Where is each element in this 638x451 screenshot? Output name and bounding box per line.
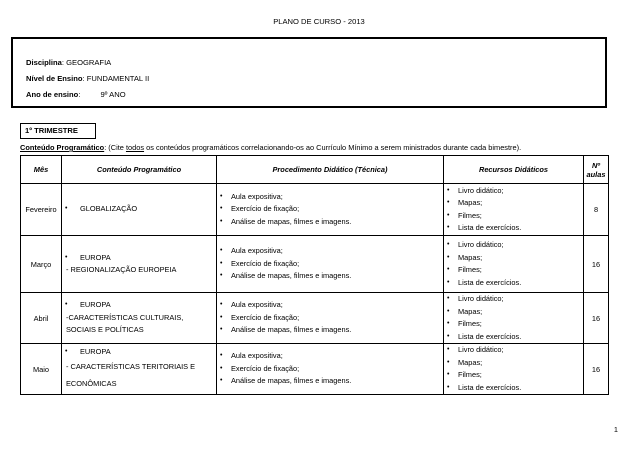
cell-procedimento	[217, 293, 444, 344]
bullet-icon: •	[447, 224, 450, 231]
conteudo-subtopic: SOCIAIS E POLÍTICAS	[66, 325, 144, 335]
procedimento-text: Análise de mapas, filmes e imagens.	[231, 216, 352, 226]
table-row	[21, 236, 609, 293]
page-number: 1	[613, 425, 618, 434]
bullet-icon: •	[447, 295, 450, 302]
bullet-icon: •	[220, 259, 223, 267]
recurso-text: Mapas;	[458, 198, 483, 207]
bullet-icon: •	[220, 326, 223, 334]
procedimento-item	[217, 324, 443, 337]
header-recursos: Recursos Didáticos	[444, 156, 584, 184]
procedimento-item	[217, 203, 443, 216]
recurso-item	[444, 252, 583, 265]
bullet-icon: •	[65, 301, 68, 309]
bullet-icon: •	[447, 199, 450, 206]
bullet-icon: •	[220, 205, 223, 213]
recurso-text: Livro didático;	[458, 345, 504, 354]
cell-recurso	[444, 184, 584, 236]
procedimento-text: Exercício de fixação;	[231, 312, 300, 322]
ano-label: Ano de ensino	[26, 90, 79, 99]
cell-conteudo	[62, 236, 217, 293]
conteudo-todos: todos	[125, 143, 145, 152]
bullet-icon: •	[447, 253, 450, 261]
procedimento-item	[217, 270, 443, 283]
recurso-item	[444, 357, 583, 370]
recurso-item	[444, 185, 583, 198]
bullet-icon: •	[447, 383, 450, 391]
trimestre-box: 1º TRIMESTRE	[20, 123, 96, 139]
plan-table	[20, 155, 609, 395]
nivel-value: : FUNDAMENTAL II	[82, 74, 150, 83]
bullet-icon: •	[447, 320, 450, 327]
bullet-icon: •	[65, 253, 68, 261]
procedimento-item	[217, 258, 443, 271]
header-aulas-line1: Nº	[591, 160, 601, 170]
recurso-text: Lista de exercícios.	[458, 382, 522, 392]
procedimento-text: Aula expositiva;	[231, 191, 283, 201]
procedimento-item	[217, 375, 443, 388]
bullet-icon: •	[220, 272, 223, 280]
conteudo-part1: : (Cite	[104, 143, 126, 152]
bullet-icon: •	[65, 205, 68, 213]
recurso-text: Lista de exercícios.	[458, 277, 522, 287]
disciplina-value: : GEOGRAFIA	[61, 58, 112, 67]
recurso-item	[444, 277, 583, 290]
recurso-item	[444, 318, 583, 331]
conteudo-topic: EUROPA	[80, 252, 111, 262]
bullet-icon: •	[447, 358, 450, 366]
procedimento-text: Aula expositiva;	[231, 300, 283, 310]
ano-separator: :	[78, 90, 81, 99]
conteudo-subtopic: -CARACTERÍSTICAS CULTURAIS,	[66, 312, 184, 322]
bullet-icon: •	[220, 313, 223, 321]
conteudo-bullet-item	[62, 299, 216, 312]
conteudo-subtopic: - REGIONALIZAÇÃO EUROPEIA	[66, 265, 177, 274]
recurso-item	[444, 210, 583, 223]
recurso-item	[444, 264, 583, 277]
recurso-text: Mapas;	[458, 306, 483, 316]
header-aulas-line2: aulas	[586, 169, 606, 179]
recurso-text: Mapas;	[458, 252, 483, 262]
table-header-row	[21, 156, 609, 184]
conteudo-part2: os conteúdos programáticos correlacionando-os ao Currículo Mínimo a serem ministrados durante cada bimestre).	[144, 143, 522, 152]
recurso-item	[444, 369, 583, 382]
cell-mes: Fevereiro	[21, 184, 62, 236]
cell-conteudo	[62, 344, 217, 395]
cell-procedimento	[217, 236, 444, 293]
conteudo-topic: EUROPA	[80, 346, 111, 356]
procedimento-item	[217, 363, 443, 376]
recurso-item	[444, 222, 583, 235]
recurso-item	[444, 382, 583, 395]
bullet-icon: •	[447, 332, 450, 340]
bullet-icon: •	[220, 192, 223, 200]
table-row	[21, 184, 609, 236]
procedimento-item	[217, 299, 443, 312]
bullet-icon: •	[447, 371, 450, 378]
procedimento-item	[217, 312, 443, 325]
conteudo-topic: GLOBALIZAÇÃO	[80, 204, 138, 214]
bullet-icon: •	[447, 266, 450, 273]
procedimento-item	[217, 216, 443, 229]
cell-mes: Abril	[21, 293, 62, 344]
cell-recurso	[444, 236, 584, 293]
cell-aulas: 16	[584, 236, 609, 293]
procedimento-item	[217, 245, 443, 258]
header-mes: Mês	[21, 156, 62, 184]
procedimento-item	[217, 191, 443, 204]
disciplina-label: Disciplina	[26, 58, 62, 67]
procedimento-text: Análise de mapas, filmes e imagens.	[231, 325, 352, 335]
conteudo-bullet-item	[62, 252, 216, 265]
cell-aulas: 16	[584, 344, 609, 395]
procedimento-text: Exercício de fixação;	[231, 204, 300, 214]
cell-procedimento	[217, 184, 444, 236]
bullet-icon: •	[220, 247, 223, 255]
recurso-item	[444, 239, 583, 252]
recurso-item	[444, 197, 583, 210]
procedimento-text: Aula expositiva;	[231, 351, 283, 361]
bullet-icon: •	[447, 211, 450, 219]
nivel-line	[26, 74, 149, 83]
conteudo-bullet-item	[62, 203, 216, 216]
cell-procedimento	[217, 344, 444, 395]
bullet-icon: •	[447, 278, 450, 286]
cell-conteudo	[62, 184, 217, 236]
recurso-text: Mapas;	[458, 357, 483, 367]
bullet-icon: •	[220, 217, 223, 225]
bullet-icon: •	[220, 364, 223, 372]
bullet-icon: •	[220, 377, 223, 385]
conteudo-instruction	[20, 143, 521, 152]
page-title: PLANO DE CURSO - 2013	[273, 17, 365, 26]
conteudo-subtopic: ECONÔMICAS	[66, 379, 117, 389]
cell-conteudo	[62, 293, 217, 344]
recurso-item	[444, 344, 583, 357]
nivel-label: Nível de Ensino	[26, 74, 83, 83]
bullet-icon: •	[220, 301, 223, 309]
bullet-icon: •	[447, 346, 450, 353]
info-box	[11, 37, 607, 108]
cell-aulas: 16	[584, 293, 609, 344]
recurso-text: Filmes;	[458, 319, 482, 328]
procedimento-item	[217, 350, 443, 363]
bullet-icon: •	[447, 241, 450, 248]
recurso-item	[444, 306, 583, 319]
header-aulas	[584, 156, 609, 184]
conteudo-label: Conteúdo Programático	[20, 143, 105, 152]
procedimento-text: Análise de mapas, filmes e imagens.	[231, 376, 352, 386]
recurso-text: Filmes;	[458, 210, 482, 220]
bullet-icon: •	[447, 307, 450, 315]
header-conteudo: Conteúdo Programático	[62, 156, 217, 184]
ano-value: 9º ANO	[100, 90, 126, 99]
cell-aulas: 8	[584, 184, 609, 236]
procedimento-text: Análise de mapas, filmes e imagens.	[231, 271, 352, 281]
conteudo-bullet-item	[62, 346, 216, 359]
recurso-item	[444, 331, 583, 344]
conteudo-topic: EUROPA	[80, 300, 111, 310]
procedimento-text: Aula expositiva;	[231, 246, 283, 256]
recurso-text: Livro didático;	[458, 185, 504, 195]
cell-mes: Maio	[21, 344, 62, 395]
cell-recurso	[444, 344, 584, 395]
procedimento-text: Exercício de fixação;	[231, 363, 300, 373]
bullet-icon: •	[220, 352, 223, 360]
recurso-text: Lista de exercícios.	[458, 223, 522, 232]
cell-mes: Março	[21, 236, 62, 293]
recurso-text: Livro didático;	[458, 294, 504, 303]
conteudo-subtopic: - CARACTERÍSTICAS TERITORIAIS E	[66, 362, 196, 372]
recurso-text: Filmes;	[458, 265, 482, 274]
recurso-text: Filmes;	[458, 370, 482, 379]
table-row	[21, 293, 609, 344]
recurso-text: Livro didático;	[458, 240, 504, 249]
recurso-text: Lista de exercícios.	[458, 331, 522, 341]
table-row	[21, 344, 609, 395]
disciplina-line	[26, 58, 111, 67]
cell-recurso	[444, 293, 584, 344]
bullet-icon: •	[65, 347, 68, 355]
recurso-item	[444, 293, 583, 306]
ano-line	[26, 90, 126, 99]
header-procedimento: Procedimento Didático (Técnica)	[217, 156, 444, 184]
procedimento-text: Exercício de fixação;	[231, 258, 300, 268]
bullet-icon: •	[447, 186, 450, 194]
